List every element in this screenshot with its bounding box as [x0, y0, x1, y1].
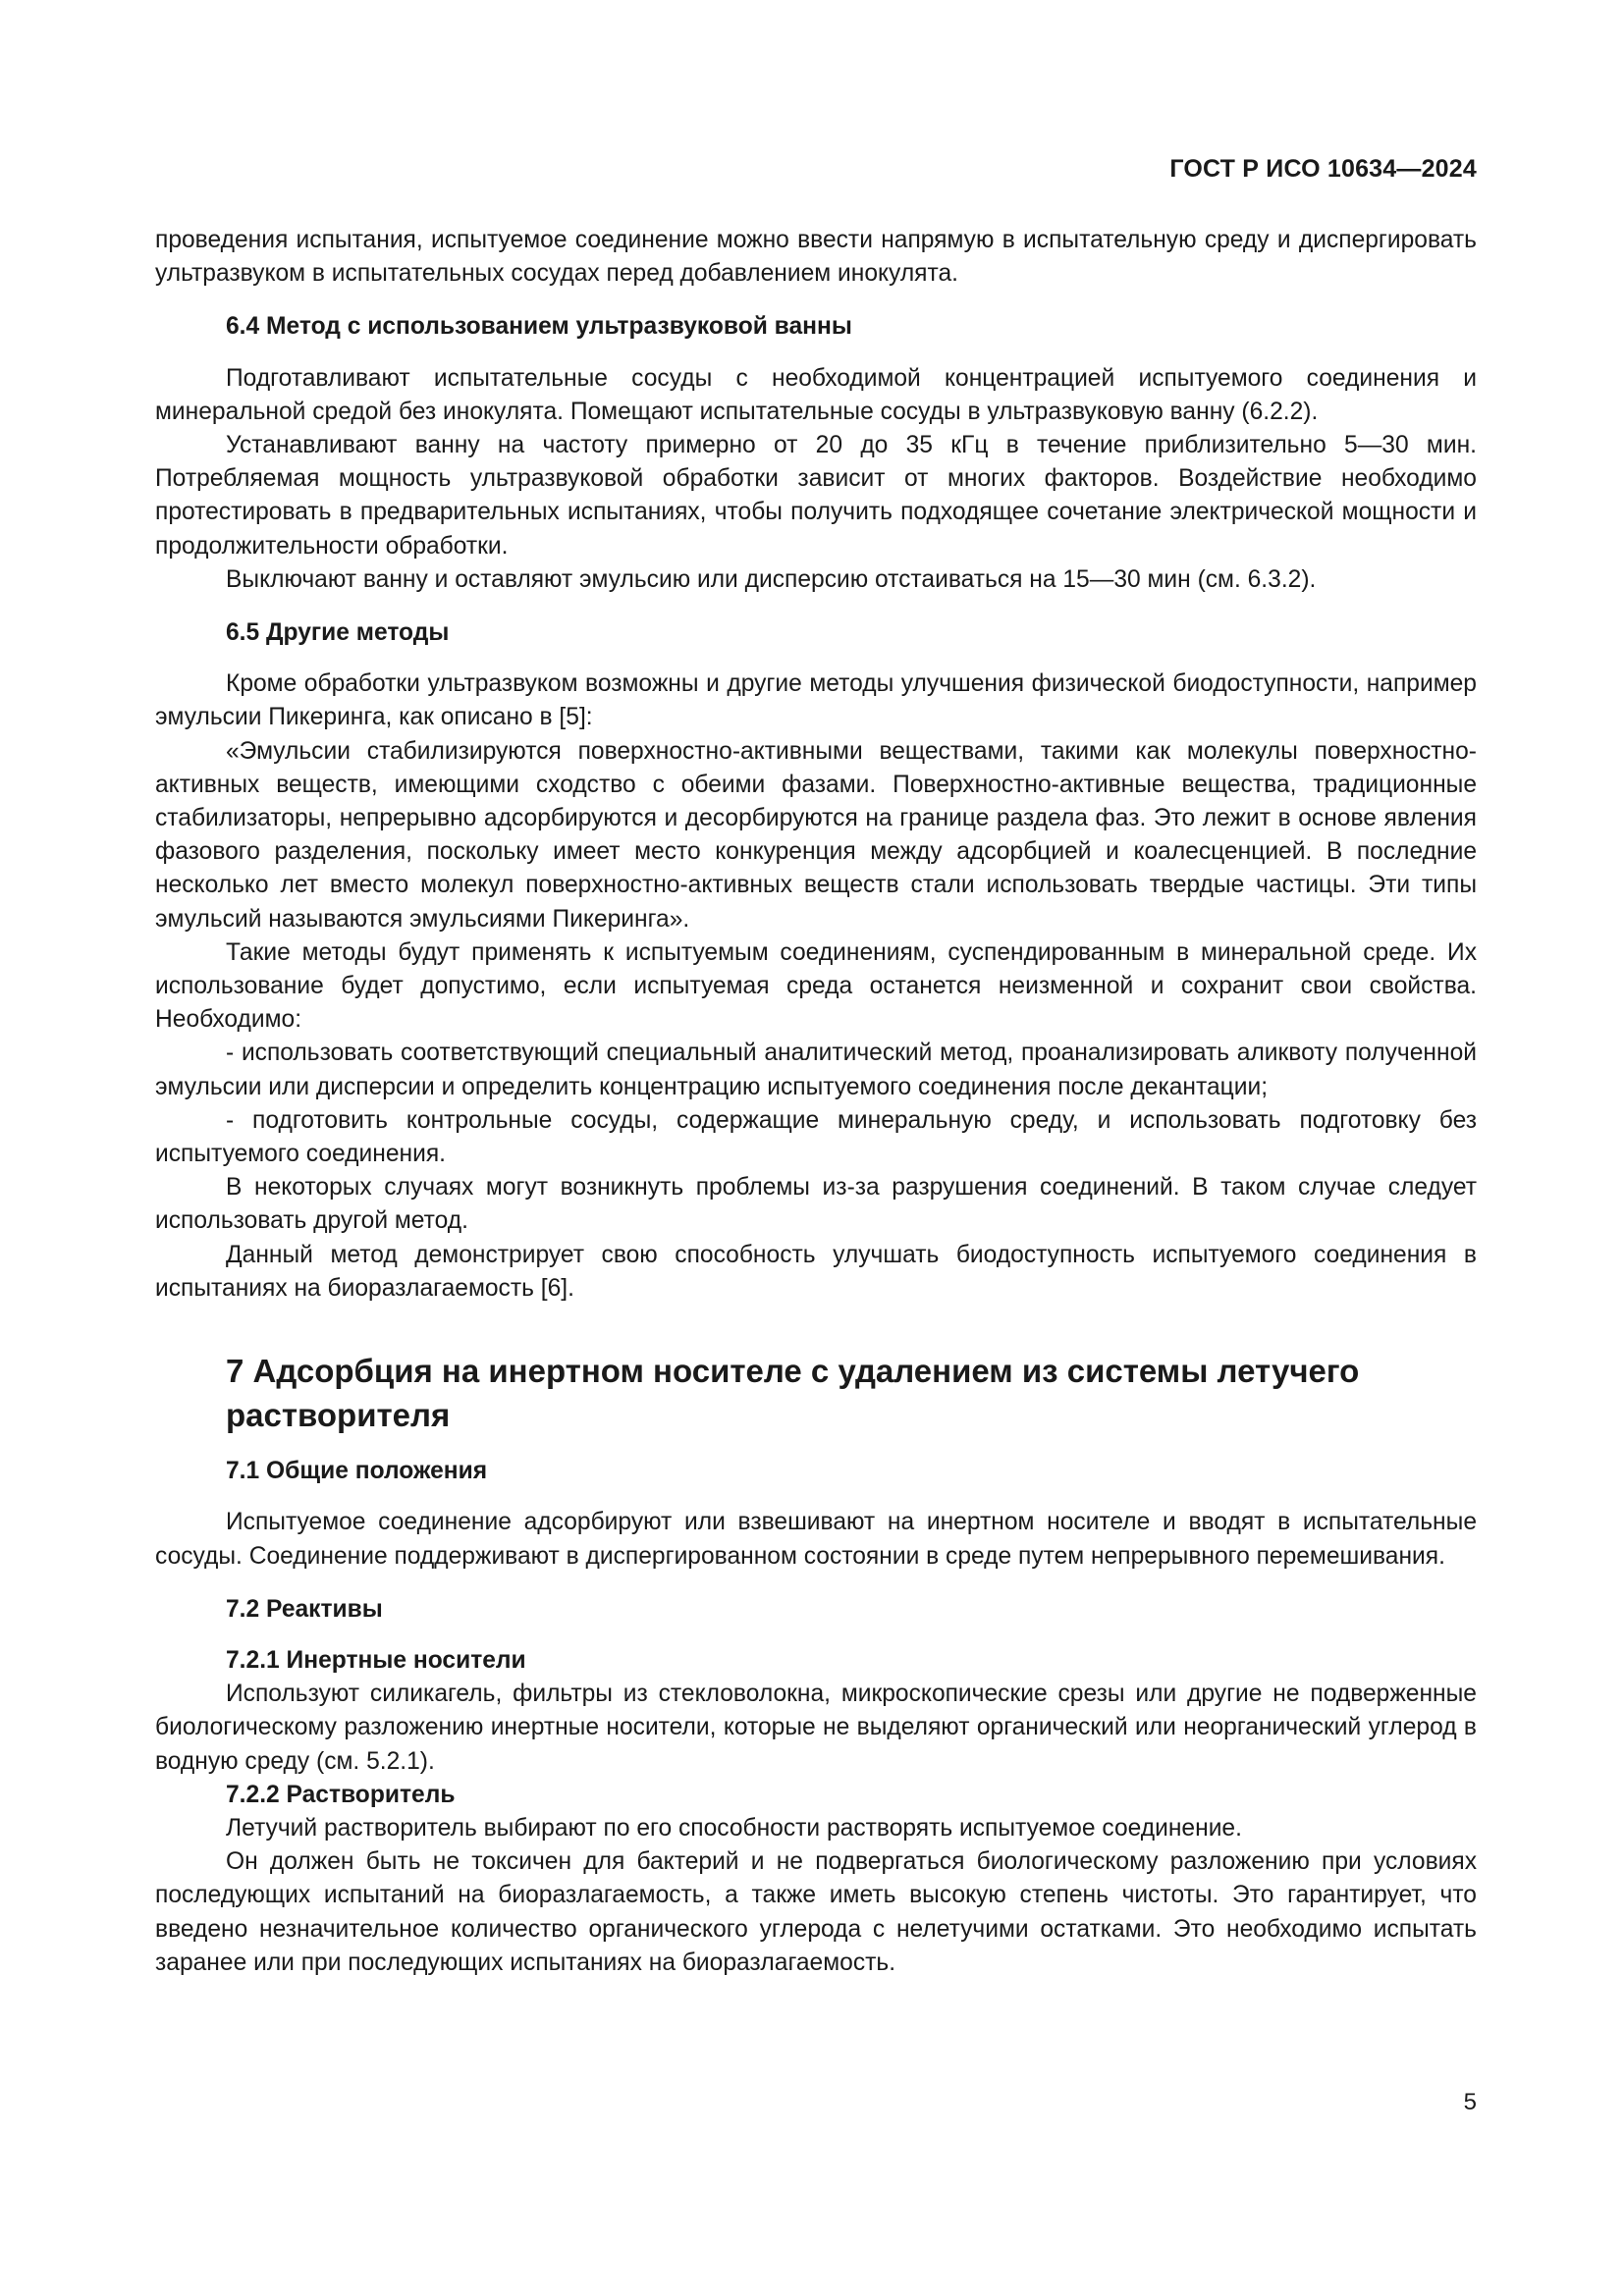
- subsection-heading-7-2-1: 7.2.1 Инертные носители: [226, 1646, 526, 1674]
- paragraph: Испытуемое соединение адсорбируют или взвешивают на инертном носителе и вводят в испытательные сосуды. Соединение поддерживают в диспергированном состоянии в среде путем непрерывного перемешивания.: [155, 1509, 1477, 1570]
- paragraph: Устанавливают ванну на частоту примерно от 20 до 35 кГц в течение приблизительно 5—30 мин. Потребляемая мощность ультразвуковой обработки зависит от многих факторов. Воздействие необходимо протестировать в предварительных испытаниях, чтобы получить подходящее сочетание электрической мощности и продолжительности обработки.: [155, 432, 1477, 560]
- page-number: 5: [1463, 2089, 1477, 2115]
- paragraph: Данный метод демонстрирует свою способность улучшать биодоступность испытуемого соединения в испытаниях на биоразлагаемость [6].: [155, 1241, 1477, 1302]
- section-heading-6-4: 6.4 Метод с использованием ультразвуковой ванны: [226, 313, 852, 341]
- document-id-header: ГОСТ Р ИСО 10634—2024: [1169, 155, 1477, 183]
- paragraph: В некоторых случаях могут возникнуть проблемы из-за разрушения соединений. В таком случае следует использовать другой метод.: [155, 1174, 1477, 1235]
- paragraph: Летучий растворитель выбирают по его способности растворять испытуемое соединение.: [226, 1814, 1242, 1842]
- chapter-heading-7: 7 Адсорбция на инертном носителе с удалением из системы летучего растворителя: [226, 1353, 1360, 1434]
- section-heading-6-5: 6.5 Другие методы: [226, 619, 450, 647]
- paragraph: Он должен быть не токсичен для бактерий и не подвергаться биологическому разложению при условиях последующих испытаний на биоразлагаемость, а также иметь высокую степень чистоты. Это гарантирует, что введено незначительное количество органического углерода с нелетучими остатками. Это необходимо испытать заранее или при последующих испытаниях на биоразлагаемость.: [155, 1848, 1477, 1976]
- section-heading-7-1: 7.1 Общие положения: [226, 1458, 488, 1485]
- paragraph: Такие методы будут применять к испытуемым соединениям, суспендированным в минеральной среде. Их использование будет допустимо, если испытуемая среда останется неизменной и сохранит свои свойства. Необходимо:: [155, 938, 1477, 1034]
- quote-paragraph: «Эмульсии стабилизируются поверхностно-активными веществами, такими как молекулы поверхностно-активных веществ, имеющими сходство с обеими фазами. Поверхностно-активные вещества, традиционные стабилизаторы, непрерывно адсорбируются и десорбируются на границе раздела фаз. Это лежит в основе явления фазового разделения, поскольку имеет место конкуренция между адсорбцией и коалесценцией. В последние несколько лет вместо молекул поверхностно-активных веществ стали использовать твердые частицы. Эти типы эмульсий называются эмульсиями Пикеринга».: [155, 737, 1477, 933]
- subsection-heading-7-2-2: 7.2.2 Растворитель: [226, 1781, 456, 1808]
- paragraph: Используют силикагель, фильтры из стекловолокна, микроскопические срезы или другие не подверженные биологическому разложению инертные носители, которые не выделяют органический или неорганический углерод в водную среду (см. 5.2.1).: [155, 1681, 1477, 1775]
- paragraph: Выключают ванну и оставляют эмульсию или дисперсию отстаиваться на 15—30 мин (см. 6.3.2).: [226, 565, 1317, 593]
- paragraph: Подготавливают испытательные сосуды с необходимой концентрацией испытуемого соединения и минеральной средой без инокулята. Помещают испытательные сосуды в ультразвуковую ванну (6.2.2).: [155, 364, 1477, 425]
- list-item: - использовать соответствующий специальный аналитический метод, проанализировать аликвоту полученной эмульсии или дисперсии и определить концентрацию испытуемого соединения после декантации;: [155, 1040, 1477, 1100]
- list-item: - подготовить контрольные сосуды, содержащие минеральную среду, и использовать подготовку без испытуемого соединения.: [155, 1106, 1477, 1168]
- document-body: [155, 224, 1477, 1980]
- paragraph: проведения испытания, испытуемое соединение можно ввести напрямую в испытательную среду и диспергировать ультразвуком в испытательных сосудах перед добавлением инокулята.: [155, 227, 1477, 288]
- section-heading-7-2: 7.2 Реактивы: [226, 1595, 383, 1623]
- paragraph: Кроме обработки ультразвуком возможны и другие методы улучшения физической биодоступности, например эмульсии Пикеринга, как описано в [5]:: [155, 670, 1477, 731]
